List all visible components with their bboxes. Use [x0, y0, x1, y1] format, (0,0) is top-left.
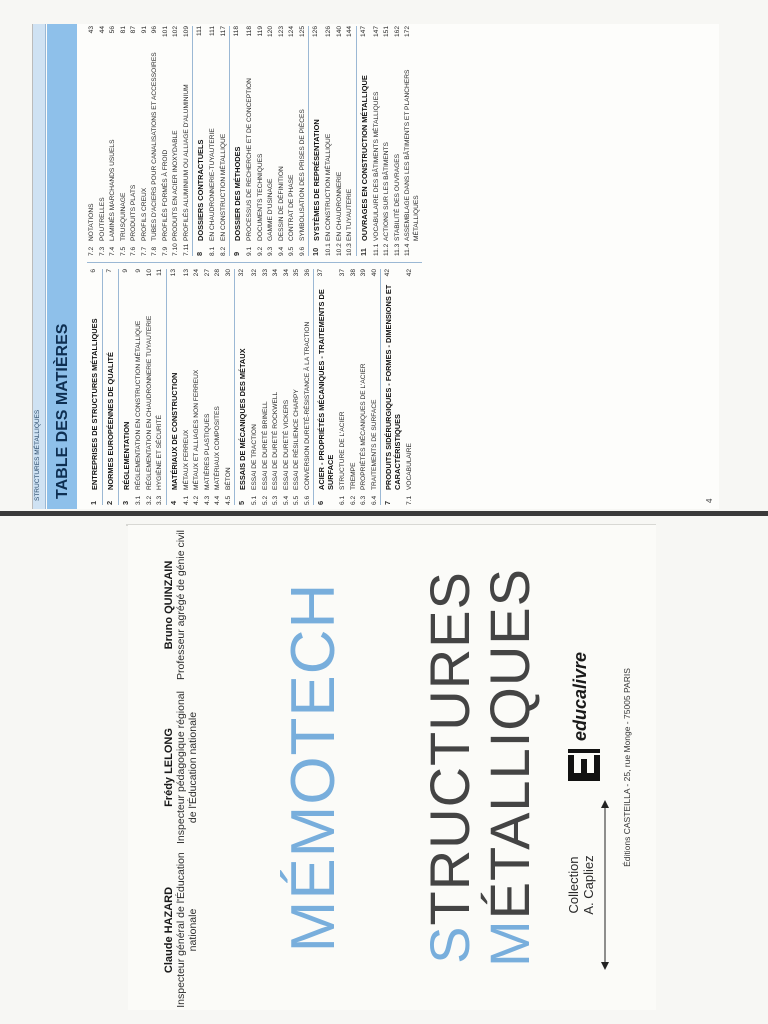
- collection-editor: A. Capliez: [581, 855, 596, 915]
- section-number: 4: [168, 500, 178, 505]
- entry-title: LAMINÉS MARCHANDS USUELS: [109, 139, 116, 241]
- entry-number: 4.5: [224, 495, 232, 505]
- title-rest: TRUCTURES: [418, 571, 481, 926]
- entry-page: 44: [98, 26, 106, 34]
- author-2: [163, 688, 199, 848]
- entry-number: 5.6: [303, 495, 311, 505]
- entry-number: 5.3: [272, 495, 279, 505]
- section-title: ENTREPRISES DE STRUCTURES MÉTALLIQUES: [90, 318, 99, 490]
- toc-entry: [203, 269, 214, 505]
- entry-number: 7.6: [130, 246, 137, 256]
- publisher-address: Éditions CASTEILLA - 25, rue Monge - 75005 PARIS: [622, 668, 632, 867]
- entry-title: STABILITÉ DES OUVRAGES: [393, 153, 401, 241]
- toc-entry: [393, 26, 404, 256]
- entry-title: BÉTON: [224, 467, 232, 490]
- collection-label: [566, 830, 596, 940]
- toc-entry: [345, 26, 356, 256]
- entry-number: 7.4: [109, 246, 116, 256]
- entry-title: HYGIÈNE ET SÉCURITÉ: [156, 415, 163, 490]
- toc-entry: [208, 26, 219, 256]
- entry-number: 9.6: [298, 246, 306, 256]
- toc-entry: [155, 269, 166, 505]
- entry-title: PRODUITS EN ACIER INOXYDABLE: [172, 130, 179, 241]
- toc-entry: [250, 269, 261, 505]
- toc-entry: [403, 26, 422, 256]
- section-page: 118: [233, 26, 240, 37]
- author-role: Professeur agrégé de génie civil: [175, 530, 187, 681]
- toc-entry: [171, 26, 182, 256]
- entry-page: 117: [219, 26, 227, 37]
- section-title: RÉGLEMENTATION: [122, 421, 131, 490]
- entry-title: ESSAI DE DURETÉ VICKERS: [282, 399, 290, 490]
- entry-title: RÉGLEMENTATION EN CHAUDRONNERIE TUYAUTERIE: [145, 315, 153, 490]
- entry-number: 5.2: [261, 495, 269, 505]
- entry-number: 7.10: [172, 243, 179, 256]
- toc-entry: [382, 26, 393, 256]
- author-name: Claude HAZARD: [163, 886, 175, 974]
- entry-title: CONTRAT DE PHASE: [288, 174, 295, 241]
- toc-entry: [219, 26, 230, 256]
- toc-title-bar: [47, 24, 77, 509]
- publisher-logo: [564, 625, 604, 785]
- entry-page: 43: [88, 26, 95, 34]
- entry-page: 42: [406, 269, 413, 277]
- toc-entry: [192, 269, 203, 505]
- section-page: 7: [106, 269, 113, 273]
- section-number: 3: [121, 500, 130, 505]
- entry-page: 13: [182, 269, 190, 277]
- toc-entry: [349, 269, 360, 505]
- section-number: 10: [311, 247, 320, 256]
- header-text: STRUCTURES MÉTALLIQUES: [34, 409, 41, 501]
- series-title: MÉMOTECH: [279, 582, 348, 953]
- entry-title: DOCUMENTS TECHNIQUES: [256, 153, 264, 241]
- entry-title: STRUCTURE DE L'ACIER: [339, 411, 346, 490]
- entry-page: 124: [288, 26, 295, 38]
- entry-number: 7.9: [161, 246, 169, 256]
- entry-page: 147: [372, 26, 380, 38]
- entry-page: 39: [360, 269, 367, 277]
- entry-title: TRUSQUINAGE: [119, 192, 127, 241]
- title-rest: ÉTALLIQUES: [478, 568, 541, 920]
- section-number: 8: [195, 251, 204, 256]
- entry-title: PROPRIÉTÉS MÉCANIQUES DE L'ACIER: [360, 363, 367, 490]
- toc-entry: [372, 26, 383, 256]
- section-page: 111: [196, 26, 203, 37]
- toc-section: [118, 269, 134, 505]
- toc-column-right: [87, 26, 422, 263]
- entry-page: 172: [404, 26, 411, 38]
- section-title: DOSSIER DES MÉTHODES: [233, 146, 242, 241]
- entry-number: 9.4: [277, 246, 285, 256]
- entry-title: POUTRELLES: [98, 197, 106, 241]
- entry-page: 28: [214, 269, 221, 277]
- entry-page: 118: [246, 26, 253, 37]
- entry-page: 11: [156, 269, 163, 276]
- entry-title: MATIÈRES PLASTIQUES: [203, 413, 211, 490]
- publisher-name: educalivre: [570, 651, 590, 741]
- entry-page: 87: [130, 26, 137, 34]
- author-1: [163, 850, 199, 1010]
- entry-title: MÉTAUX FERREUX: [182, 429, 190, 490]
- entry-page: 120: [267, 26, 274, 38]
- section-title: MATÉRIAUX DE CONSTRUCTION: [169, 372, 179, 490]
- toc-section: [308, 26, 324, 256]
- toc-entry: [271, 269, 282, 505]
- toc-column-left: [87, 269, 416, 505]
- entry-number: 4.2: [193, 495, 200, 505]
- entry-number: 4.3: [203, 495, 211, 505]
- entry-number: 6.4: [370, 495, 378, 505]
- entry-page: 35: [293, 269, 300, 277]
- entry-title: PROFILÉS ALUMINIUM OU ALLIAGE D'ALUMINIUM: [182, 84, 190, 241]
- entry-page: 140: [335, 26, 343, 38]
- entry-title: ACTIONS SUR LES BÂTIMENTS: [383, 142, 390, 241]
- book-title: [420, 525, 540, 1010]
- section-title: DOSSIERS CONTRACTUELS: [196, 139, 205, 241]
- entry-number: 5.4: [282, 495, 290, 505]
- toc-entry: [119, 26, 130, 256]
- toc-section: [313, 269, 338, 505]
- page-number: 4: [705, 498, 714, 503]
- entry-title: TRAITEMENTS DE SURFACE: [370, 399, 378, 490]
- toc-entry: [213, 269, 224, 505]
- toc-entry: [370, 269, 381, 505]
- toc-entry: [303, 269, 314, 505]
- entry-page: 81: [119, 26, 127, 34]
- author-role: Inspecteur général de l'Éducation nationale: [175, 852, 199, 1008]
- entry-number: 6.3: [360, 495, 367, 505]
- toc-section: [87, 269, 102, 505]
- entry-number: 9.1: [246, 246, 253, 256]
- section-page: 9: [122, 269, 129, 273]
- toc-entry: [108, 26, 119, 256]
- entry-number: 5.1: [251, 495, 258, 505]
- section-page: 147: [359, 26, 367, 38]
- entry-number: 7.7: [140, 246, 148, 256]
- entry-page: 24: [193, 269, 200, 277]
- entry-page: 91: [140, 26, 148, 34]
- entry-title: DESSIN DE DÉFINITION: [277, 166, 285, 241]
- entry-page: 151: [383, 26, 390, 38]
- toc-section: [102, 269, 118, 505]
- toc-entry: [405, 269, 416, 505]
- entry-page: 33: [261, 269, 269, 277]
- entry-page: 109: [182, 26, 190, 38]
- author-3: [163, 525, 199, 685]
- toc-entry: [182, 269, 193, 505]
- entry-page: 125: [298, 26, 306, 38]
- entry-page: 111: [209, 26, 216, 37]
- title-initial: M: [478, 919, 541, 967]
- entry-title: ESSAI DE DURETÉ ROCKWELL: [272, 391, 279, 490]
- entry-title: TREMPE: [349, 462, 357, 490]
- toc-entry: [87, 26, 98, 256]
- section-title: PRODUITS SIDÉRURGIQUES - FORMES - DIMENSIONS ET CARACTÉRISTIQUES: [384, 284, 402, 490]
- entry-number: 9.3: [267, 246, 274, 256]
- entry-title: NOTATIONS: [88, 203, 95, 241]
- toc-entry: [140, 26, 151, 256]
- section-number: 9: [232, 251, 241, 256]
- section-title: ACIER - PROPRIÉTÉS MÉCANIQUES - TRAITEMENTS DE SURFACE: [317, 289, 335, 490]
- title-initial: S: [418, 925, 481, 964]
- section-title: SYSTÈMES DE REPRÉSENTATION: [312, 119, 321, 241]
- entry-title: CONVERSION DURETÉ-RÉSISTANCE À LA TRACTION: [303, 321, 311, 490]
- entry-title: VOCABULAIRE: [406, 443, 413, 490]
- entry-page: 30: [224, 269, 232, 277]
- entry-number: 4.4: [214, 495, 221, 505]
- entry-number: 6.2: [349, 495, 357, 505]
- entry-number: 7.3: [98, 246, 106, 256]
- toc-entry: [324, 26, 335, 256]
- entry-page: 162: [393, 26, 401, 38]
- section-number: 7: [383, 500, 392, 505]
- toc-entry: [298, 26, 309, 256]
- entry-number: 11.3: [393, 243, 401, 256]
- entry-title: ESSAI DE TRACTION: [251, 424, 258, 490]
- collection-text: Collection: [566, 856, 581, 914]
- section-title: ESSAIS DE MÉCANIQUES DES MÉTAUX: [238, 348, 247, 490]
- entry-number: 7.2: [88, 246, 95, 256]
- entry-number: 4.1: [182, 495, 190, 505]
- entry-number: 7.1: [406, 495, 413, 505]
- section-page: 13: [169, 269, 177, 277]
- entry-number: 9.2: [256, 246, 264, 256]
- toc-entry: [261, 269, 272, 505]
- entry-page: 101: [161, 26, 169, 38]
- toc-title: TABLE DES MATIÈRES: [54, 323, 71, 499]
- authors-row: [163, 525, 199, 1010]
- entry-number: 8.2: [219, 246, 227, 256]
- entry-title: RÉGLEMENTATION EN CONSTRUCTION MÉTALLIQUE: [135, 320, 142, 490]
- entry-page: 34: [272, 269, 279, 277]
- entry-page: 34: [282, 269, 290, 277]
- entry-title: PROFILÉS FORMÉS À FROID: [161, 149, 169, 241]
- toc-section: [166, 269, 182, 505]
- entry-number: 11.4: [404, 243, 411, 256]
- toc-page: [32, 24, 719, 509]
- toc-section: [234, 269, 250, 505]
- entry-title: PROCESSUS DE RECHERCHE ET DE CONCEPTION: [246, 78, 253, 241]
- entry-number: 10.2: [335, 243, 343, 256]
- title-line-1: [420, 525, 480, 1010]
- entry-number: 11.2: [383, 243, 390, 256]
- entry-title: MATÉRIAUX COMPOSITES: [214, 406, 221, 490]
- toc-entry: [224, 269, 235, 505]
- toc-entry: [98, 26, 109, 256]
- section-page: 6: [90, 269, 97, 273]
- entry-title: EN CONSTRUCTION MÉTALLIQUE: [325, 133, 332, 241]
- entry-number: 7.8: [151, 246, 158, 256]
- section-title: OUVRAGES EN CONSTRUCTION MÉTALLIQUE: [359, 75, 369, 241]
- entry-title: GAMME D'USINAGE: [267, 178, 274, 241]
- entry-number: 9.5: [288, 246, 295, 256]
- toc-entry: [256, 26, 267, 256]
- entry-number: 5.5: [293, 495, 300, 505]
- toc-entry: [134, 269, 145, 505]
- entry-title: ESSAI DE RÉSILIENCE CHARPY: [293, 389, 300, 490]
- entry-title: PROFILS CREUX: [140, 187, 148, 241]
- title-line-2: [480, 525, 540, 1010]
- entry-page: 144: [346, 26, 353, 38]
- entry-page: 36: [303, 269, 311, 277]
- entry-title: EN TUYAUTERIE: [346, 188, 353, 241]
- book-fold: [0, 511, 768, 516]
- toc-section: [229, 26, 245, 256]
- toc-section: [192, 26, 208, 256]
- entry-page: 40: [370, 269, 378, 277]
- author-name: Bruno QUINZAIN: [163, 560, 175, 650]
- section-number: 11: [358, 248, 368, 256]
- section-page: 42: [384, 269, 391, 277]
- toc-entry: [150, 26, 161, 256]
- toc-entry: [245, 26, 256, 256]
- entry-number: 6.1: [339, 495, 346, 505]
- entry-number: 8.1: [209, 246, 216, 256]
- toc-entry: [335, 26, 346, 256]
- author-name: Frédy LELONG: [163, 728, 175, 807]
- section-number: 1: [89, 500, 98, 505]
- section-number: 2: [105, 500, 114, 505]
- toc-entry: [266, 26, 277, 256]
- entry-page: 56: [109, 26, 116, 34]
- entry-title: EN CHAUDRONNERIE: [335, 171, 343, 241]
- entry-title: EN CHAUDRONNERIE-TUYAUTERIE: [209, 128, 216, 241]
- cover-page: [128, 525, 656, 1010]
- toc-entry: [338, 269, 349, 505]
- entry-title: VOCABULAIRE DES BÂTIMENTS MÉTALLIQUES: [372, 91, 380, 241]
- toc-section: [356, 26, 372, 256]
- educalivre-logo-icon: [564, 747, 604, 785]
- section-title: NORMES EUROPÉENNES DE QUALITÉ: [106, 352, 115, 490]
- entry-title: TUBES D'ACIERS POUR CANALISATIONS ET ACCESSOIRES: [151, 52, 158, 241]
- entry-title: MÉTAUX ET ALLIAGES NON FERREUX: [193, 369, 200, 490]
- entry-page: 37: [339, 269, 346, 277]
- entry-page: 9: [135, 269, 142, 273]
- toc-entry: [359, 269, 370, 505]
- entry-page: 38: [349, 269, 357, 277]
- entry-title: ESSAI DE DURETÉ BRINELL: [261, 401, 269, 490]
- section-number: 5: [237, 500, 246, 505]
- entry-page: 119: [256, 26, 264, 37]
- entry-page: 27: [203, 269, 211, 277]
- section-page: 126: [312, 26, 319, 38]
- section-number: 6: [316, 500, 325, 505]
- entry-number: 7.5: [119, 246, 127, 256]
- entry-title: ASSEMBLAGE DANS LES BÂTIMENTS ET PLANCHERS MÉTALLIQUES: [404, 69, 420, 241]
- entry-page: 102: [172, 26, 179, 38]
- entry-number: 10.3: [346, 243, 353, 256]
- toc-entry: [182, 26, 193, 256]
- entry-page: 123: [277, 26, 285, 38]
- toc-entry: [161, 26, 172, 256]
- toc-entry: [292, 269, 303, 505]
- toc-entry: [129, 26, 140, 256]
- section-page: 37: [317, 269, 324, 277]
- section-page: 32: [238, 269, 245, 277]
- entry-page: 96: [151, 26, 158, 34]
- entry-number: 11.1: [372, 243, 380, 256]
- entry-title: PRODUITS PLATS: [130, 184, 137, 241]
- toc-entry: [145, 269, 156, 505]
- entry-number: 3.1: [135, 495, 142, 505]
- running-header: [33, 24, 46, 509]
- toc-entry: [277, 26, 288, 256]
- author-role: Inspecteur pédagogique régional de l'Éducation nationale: [175, 691, 199, 844]
- entry-number: 3.2: [145, 495, 153, 505]
- entry-title: EN CONSTRUCTION MÉTALLIQUE: [219, 133, 227, 241]
- toc-entry: [282, 269, 293, 505]
- toc-entry: [287, 26, 298, 256]
- entry-number: 7.11: [182, 243, 190, 256]
- entry-title: SYMBOLISATION DES PRISES DE PIÈCES: [298, 109, 306, 241]
- toc-section: [380, 269, 405, 505]
- entry-number: 3.3: [156, 495, 163, 505]
- entry-page: 32: [251, 269, 258, 277]
- double-arrow-icon: [600, 800, 610, 970]
- entry-page: 126: [325, 26, 332, 38]
- entry-number: 10.1: [325, 243, 332, 256]
- entry-page: 10: [145, 269, 153, 277]
